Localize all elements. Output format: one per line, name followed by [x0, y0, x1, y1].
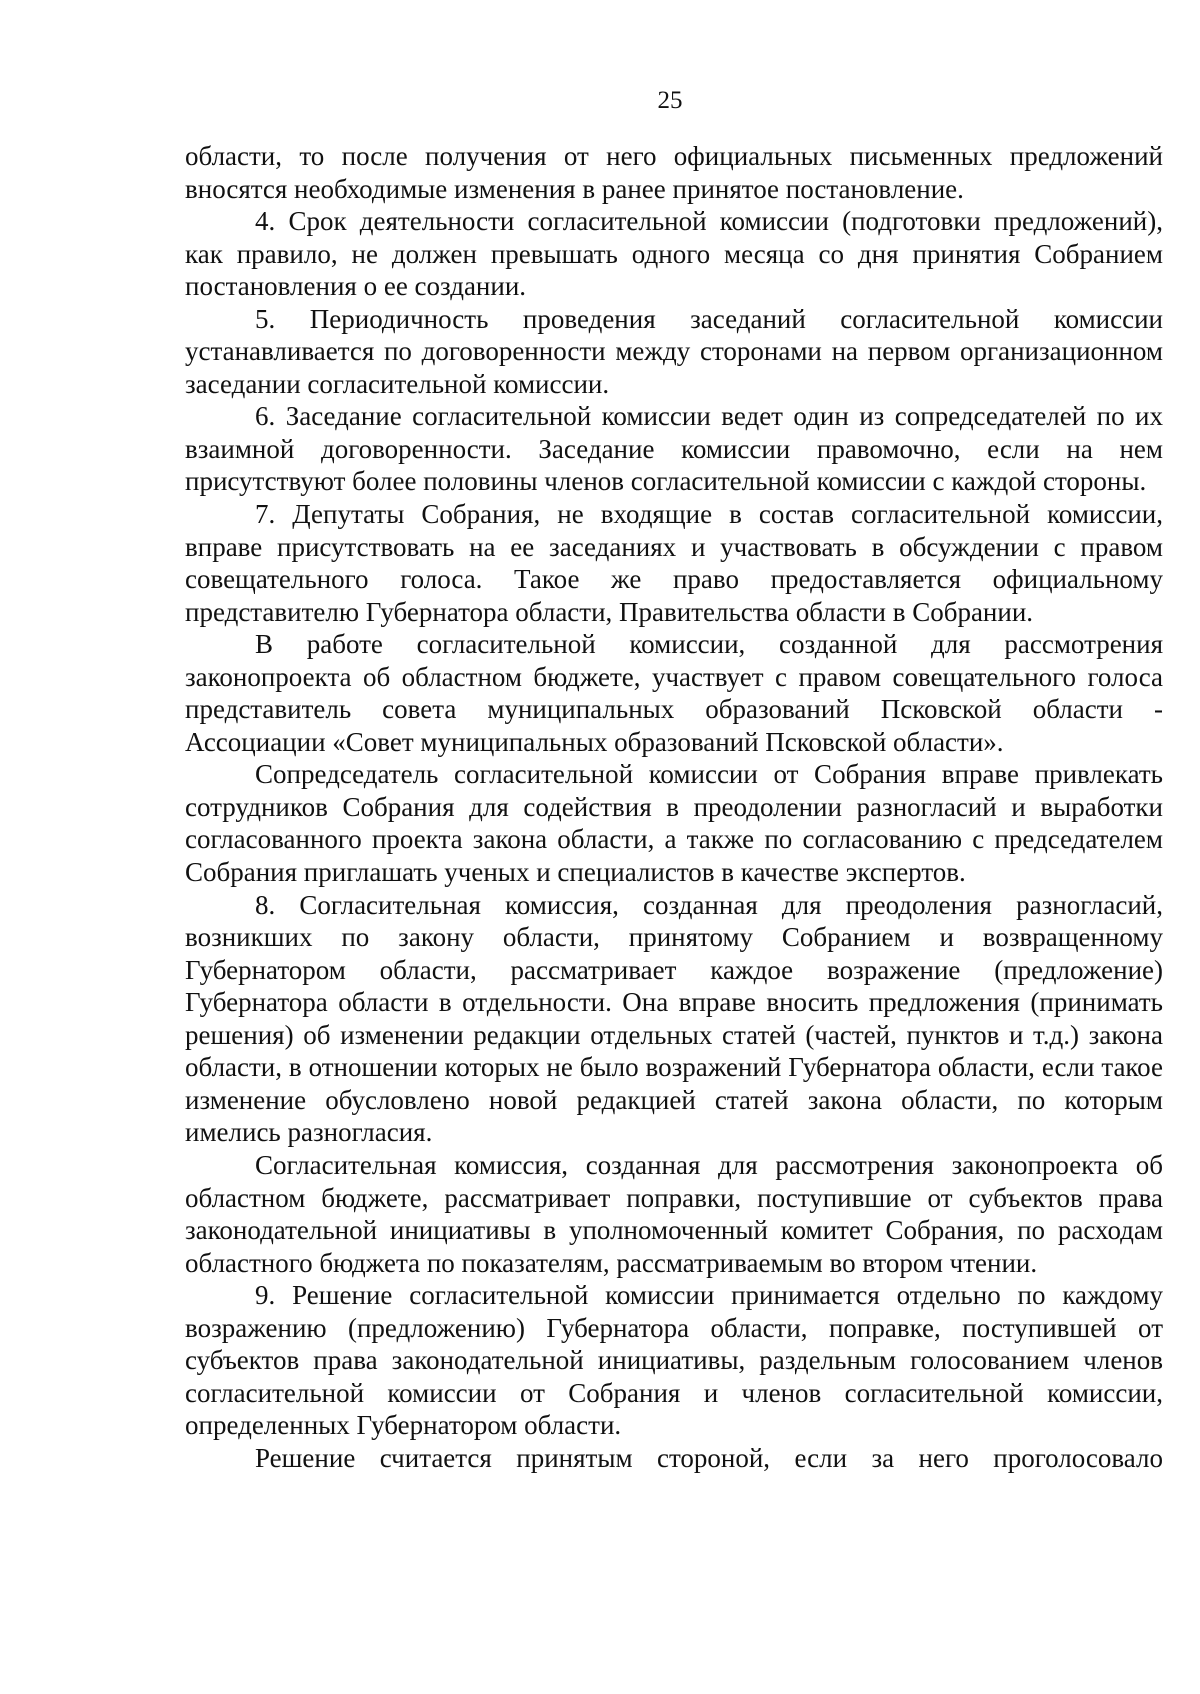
paragraph-item-6: 6. Заседание согласительной комиссии ведет один из сопредседателей по их взаимной договоренности. Заседание комиссии правомочно, если на нем присутствуют более половины членов согласительной комиссии с каждой стороны.	[185, 401, 1163, 497]
document-body	[185, 140, 1163, 1474]
paragraph-item-5: 5. Периодичность проведения заседаний согласительной комиссии устанавливается по договоренности между сторонами на первом организационном заседании согласительной комиссии.	[185, 303, 1163, 399]
paragraph-decision: Решение считается принятым стороной, если за него проголосовало	[255, 1442, 1163, 1473]
paragraph-item-8: 8. Согласительная комиссия, созданная для преодоления разногласий, возникших по закону области, принятому Собранием и возвращенному Губернатором области, рассматривает каждое возражение (предложение) Губернатора области в отдельности. Она вправе вносить предложения (принимать решения) об изменении редакции отдельных статей (частей, пунктов и т.д.) закона области, в отношении которых не было возражений Губернатора области, если такое изменение обусловлено новой редакцией статей закона области, по которым имелись разногласия.	[185, 889, 1163, 1148]
paragraph-cochair: Сопредседатель согласительной комиссии от Собрания вправе привлекать сотрудников Собрания для содействия в преодолении разногласий и выработки согласованного проекта закона области, а также по согласованию с председателем Собрания приглашать ученых и специалистов в качестве экспертов.	[185, 759, 1163, 888]
page-number: 25	[657, 87, 683, 114]
paragraph-item-9: 9. Решение согласительной комиссии принимается отдельно по каждому возражению (предложению) Губернатора области, поправке, поступившей от субъектов права законодательной инициативы, раздельным голосованием членов согласительной комиссии от Собрания и членов согласительной комиссии, определенных Губернатором области.	[185, 1280, 1163, 1441]
paragraph-budget-amendments: Согласительная комиссия, созданная для рассмотрения законопроекта об областном бюджете, рассматривает поправки, поступившие от субъектов права законодательной инициативы в уполномоченный комитет Собрания, по расходам областного бюджета по показателям, рассматриваемым во втором чтении.	[185, 1149, 1163, 1278]
paragraph-continuation: области, то после получения от него официальных письменных предложений вносятся необходимые изменения в ранее принятое постановление.	[185, 141, 1163, 204]
paragraph-budget-commission: В работе согласительной комиссии, созданной для рассмотрения законопроекта об областном бюджете, участвует с правом совещательного голоса представитель совета муниципальных образований Псковской области - Ассоциации «Совет муниципальных образований Псковской области».	[185, 629, 1163, 757]
paragraph-item-7: 7. Депутаты Собрания, не входящие в состав согласительной комиссии, вправе присутствовать на ее заседаниях и участвовать в обсуждении с правом совещательного голоса. Такое же право предоставляется официальному представителю Губернатора области, Правительства области в Собрании.	[185, 499, 1163, 627]
paragraph-item-4: 4. Срок деятельности согласительной комиссии (подготовки предложений), как правило, не должен превышать одного месяца со дня принятия Собранием постановления о ее создании.	[185, 206, 1163, 302]
